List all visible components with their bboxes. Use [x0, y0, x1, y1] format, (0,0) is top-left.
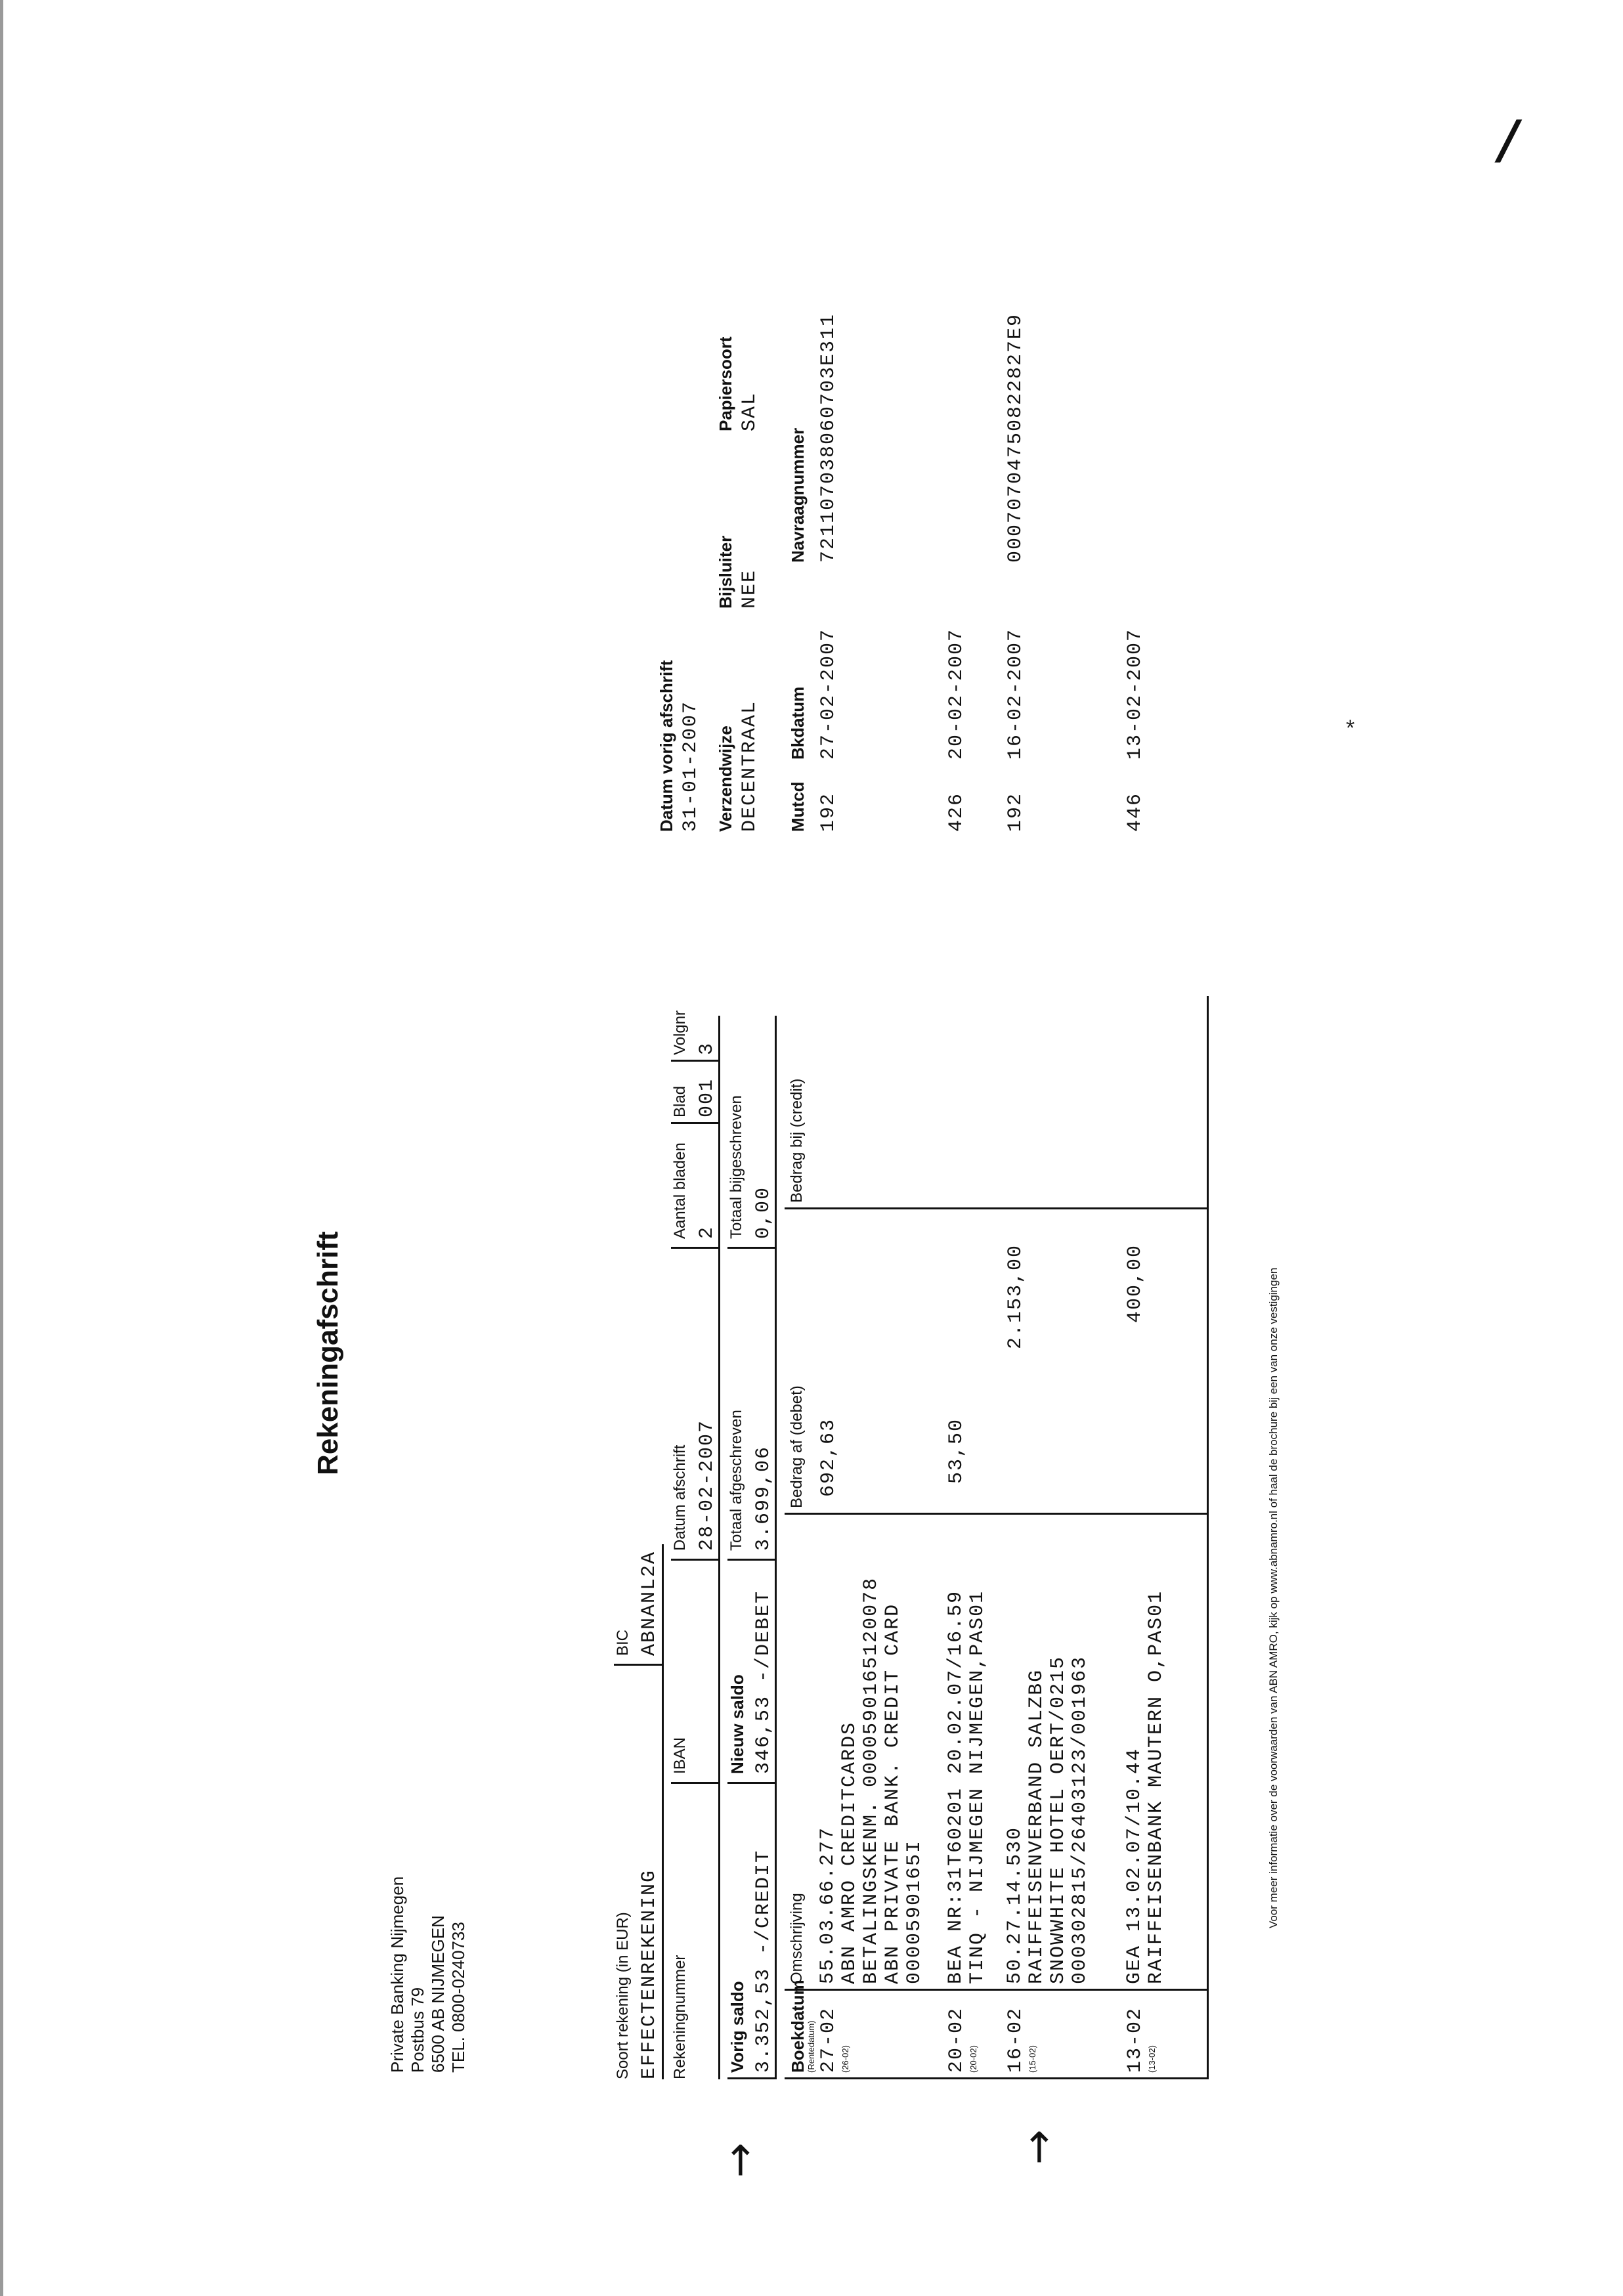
- verzendwijze-value: DECENTRAAL: [739, 700, 761, 832]
- ref-bkdatum: 27-02-2007: [817, 628, 840, 760]
- tx-line: RAIFFEISENBANK MAUTERN O,PAS01: [1145, 1590, 1167, 1984]
- totaal-af-divider: [727, 1559, 775, 1561]
- scan-speck: *: [1346, 716, 1355, 741]
- totaal-af-label: Totaal afgeschreven: [727, 1410, 745, 1551]
- bic-underline: [662, 1544, 664, 1666]
- tx-line: 55.03.66.277: [817, 1826, 839, 1984]
- bijsluiter-label: Bijsluiter: [716, 535, 735, 609]
- nieuw-saldo-label: Nieuw saldo: [727, 1674, 747, 1774]
- papiersoort-value: SAL: [739, 391, 761, 431]
- tx-description: [1005, 1656, 1091, 1984]
- ref-mutcd: 426: [945, 792, 968, 832]
- blad-value: 001: [696, 1077, 718, 1117]
- datum-vorig-label: Datum vorig afschrift: [657, 660, 676, 832]
- totaal-bij-label: Totaal bijgeschreven: [727, 1095, 745, 1239]
- ref-bkdatum: 16-02-2007: [1005, 628, 1027, 760]
- col-bedrag-af-header: Bedrag af (debet): [788, 1385, 806, 1508]
- soort-rekening-label: Soort rekening (in EUR): [614, 1912, 632, 2079]
- aantal-divider: [671, 1247, 718, 1249]
- tx-line: GEA 13.02.07/10.44: [1123, 1747, 1146, 1984]
- totaal-af-value: 3.699,06: [752, 1445, 775, 1551]
- tx-rentedatum: (20-02): [968, 2045, 978, 2073]
- ref-bkdatum: 20-02-2007: [945, 628, 968, 760]
- col-bedrag-bij-header: Bedrag bij (credit): [788, 1078, 806, 1203]
- datum-afschrift-label: Datum afschrift: [671, 1444, 689, 1551]
- col-divider: [785, 1513, 1208, 1515]
- col-mutcd-header: Mutcd: [788, 781, 808, 832]
- bic-value: ABNANL2A: [638, 1550, 660, 1656]
- tx-rentedatum: (26-02): [840, 2045, 850, 2073]
- sender-line: TEL. 0800-0240733: [448, 1922, 468, 2073]
- tx-boekdatum: 20-02: [945, 2006, 968, 2073]
- col-omschrijving-header: Omschrijving: [788, 1893, 806, 1984]
- vorig-divider: [727, 2077, 775, 2079]
- sender-line: Private Banking Nijmegen: [387, 1876, 407, 2073]
- ref-mutcd: 446: [1124, 792, 1146, 832]
- sender-address: [387, 1876, 469, 2073]
- ref-navraag: 00070704750822827E9: [1005, 313, 1027, 563]
- col-boekdatum-header: Boekdatum: [788, 1980, 808, 2073]
- tx-boekdatum: 13-02: [1124, 2006, 1146, 2073]
- tx-rentedatum: (13-02): [1147, 2045, 1157, 2073]
- iban-divider: [671, 1782, 718, 1784]
- tx-boekdatum: 27-02: [817, 2006, 840, 2073]
- tx-line: BEA NR:31T60201 20.02.07/16.59: [945, 1590, 967, 1984]
- ref-navraag: 721107038060703E311: [817, 313, 840, 563]
- tx-description: [817, 1577, 926, 1984]
- totaal-bij-value: 0,00: [752, 1186, 775, 1239]
- tx-rentedatum: (15-02): [1028, 2045, 1037, 2073]
- col-navraag-header: Navraagnummer: [788, 427, 808, 563]
- sender-line: 6500 AB NIJMEGEN: [428, 1915, 448, 2073]
- aantal-bladen-label: Aantal bladen: [671, 1142, 689, 1239]
- col-bkdatum-header: Bkdatum: [788, 686, 808, 760]
- nieuw-saldo-value: 346,53 -/DEBET: [752, 1590, 775, 1774]
- datum-vorig-value: 31-01-2007: [680, 700, 702, 832]
- tx-debet: 53,50: [945, 1418, 968, 1484]
- tx-line: 0000590165I: [903, 1839, 926, 1984]
- handwritten-arrow: →: [716, 2142, 764, 2178]
- col-divider: [785, 1989, 1208, 1991]
- datum-divider: [671, 1559, 718, 1561]
- tx-line: 000302815/26403123/001963: [1069, 1655, 1091, 1984]
- col-rentedatum-header: (Rentedatum): [806, 2020, 816, 2073]
- tx-description: [945, 1590, 989, 1984]
- tx-line: BETALINGSKENM. 0000590165120078: [860, 1576, 882, 1984]
- col-divider: [785, 1207, 1208, 1209]
- tx-line: ABN AMRO CREDITCARDS: [838, 1721, 861, 1984]
- tx-boekdatum: 16-02: [1005, 2006, 1027, 2073]
- bijsluiter-value: NEE: [739, 569, 761, 609]
- soort-rekening-value: EFFECTENREKENING: [638, 1869, 660, 2079]
- tx-description: [1124, 1590, 1167, 1984]
- soort-underline: [662, 1666, 664, 2079]
- blad-label: Blad: [671, 1085, 689, 1117]
- bic-label: BIC: [614, 1629, 632, 1656]
- iban-label: IBAN: [671, 1737, 689, 1774]
- row2-underline: [718, 1016, 720, 2079]
- aantal-bladen-value: 2: [696, 1225, 718, 1239]
- vorig-saldo-value: 3.352,53 -/CREDIT: [752, 1849, 775, 2073]
- handwritten-arrow: →: [1014, 2129, 1063, 2165]
- totaal-bij-divider: [727, 1247, 775, 1249]
- papiersoort-label: Papiersoort: [716, 336, 735, 431]
- tx-line: ABN PRIVATE BANK. CREDIT CARD: [882, 1603, 904, 1984]
- tx-debet: 2.153,00: [1005, 1244, 1027, 1350]
- bic-divider: [614, 1664, 664, 1666]
- nieuw-divider: [727, 1782, 775, 1784]
- rekeningnummer-label: Rekeningnummer: [671, 1955, 689, 2079]
- tx-line: SNOWWHITE HOTEL OERT/0215: [1047, 1655, 1070, 1984]
- sender-line: Postbus 79: [408, 1987, 427, 2073]
- verzendwijze-label: Verzendwijze: [716, 726, 735, 832]
- datum-afschrift-value: 28-02-2007: [696, 1419, 718, 1551]
- table-left-border: [785, 2077, 1208, 2079]
- vorig-saldo-label: Vorig saldo: [727, 1981, 747, 2073]
- volgnr-divider: [671, 1060, 718, 1062]
- footer-note: Voor meer informatie over de voorwaarden van ABN AMRO, kijk op www.abnamro.nl of haal de brochure bij een van onze vestigingen: [1267, 1267, 1280, 1928]
- tx-line: TINQ - NIJMEGEN NIJMEGEN,PAS01: [966, 1590, 989, 1984]
- blad-divider: [671, 1122, 718, 1124]
- handwritten-tick: /: [1498, 108, 1518, 170]
- ref-mutcd: 192: [1005, 792, 1027, 832]
- volgnr-label: Volgnr: [671, 1010, 689, 1055]
- tx-debet: 692,63: [817, 1418, 840, 1498]
- tx-debet: 400,00: [1124, 1244, 1146, 1324]
- row3-underline: [775, 1016, 777, 2079]
- page-title: Rekeningafschrift: [312, 1231, 344, 1475]
- ref-mutcd: 192: [817, 792, 840, 832]
- volgnr-value: 3: [696, 1041, 718, 1055]
- tx-line: RAIFFEISENVERBAND SALZBG: [1026, 1668, 1048, 1984]
- ref-bkdatum: 13-02-2007: [1124, 628, 1146, 760]
- table-bottom-border: [1207, 996, 1209, 2079]
- tx-line: 50.27.14.530: [1004, 1826, 1026, 1984]
